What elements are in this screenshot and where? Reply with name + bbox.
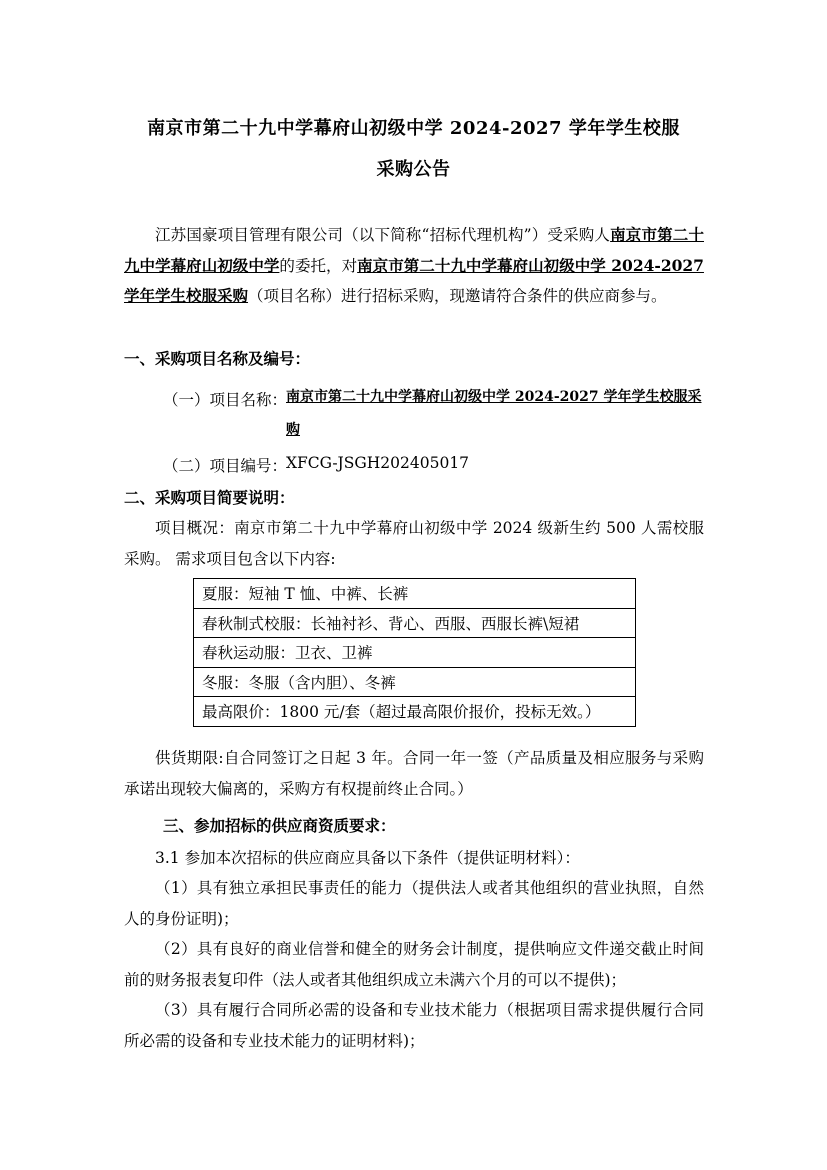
supply-period: 供货期限:自合同签订之日起 3 年。合同一年一签（产品质量及相应服务与采购承诺出现较大偏离的，采购方有权提前终止合同。）: [124, 749, 704, 798]
project-name-label: （一）项目名称：: [163, 391, 288, 409]
section1-heading: 一、采购项目名称及编号：: [124, 349, 311, 368]
section2-heading: 二、采购项目简要说明：: [124, 488, 295, 507]
table-row: [194, 608, 636, 638]
project-name-inline: 南京市第二十九中学幕府山初级中学 2024-2027 学年学生校服采购: [124, 255, 704, 305]
table-row: [194, 638, 636, 668]
table-cell: 春秋运动服：卫衣、卫裤: [194, 638, 636, 668]
intro-text-c: （项目名称）进行招标采购，现邀请符合条件的供应商参与。: [248, 287, 667, 305]
intro-text-a: 江苏国豪项目管理有限公司（以下简称“招标代理机构”）受采购人: [155, 226, 611, 244]
table-cell: 夏服：短袖 T 恤、中裤、长裤: [194, 579, 636, 609]
condition-2: （2）具有良好的商业信誉和健全的财务会计制度，提供响应文件递交截止时间前的财务报表复印件（法人或者其他组织成立未满六个月的可以不提供)；: [124, 940, 704, 989]
project-name-value: 南京市第二十九中学幕府山初级中学 2024-2027 学年学生校服采购: [286, 389, 702, 438]
table-cell: 冬服：冬服（含内胆）、冬裤: [194, 667, 636, 697]
project-code-label: （二）项目编号：: [163, 457, 288, 475]
table-row: [194, 697, 636, 727]
document-title-line2: 采购公告: [376, 159, 451, 180]
table-cell: 春秋制式校服：长袖衬衫、背心、西服、西服长裤\短裙: [194, 608, 636, 638]
qualification-3-1: 3.1 参加本次招标的供应商应具备以下条件（提供证明材料）：: [155, 849, 580, 867]
purchaser-name: 南京市第二十九中学幕府山初级中学: [124, 225, 704, 275]
document-title: 南京市第二十九中学幕府山初级中学 2024-2027 学年学生校服: [147, 118, 680, 139]
intro-paragraph: [124, 220, 704, 312]
project-code-value: XFCG-JSGH202405017: [286, 454, 470, 472]
condition-1: （1）具有独立承担民事责任的能力（提供法人或者其他组织的营业执照，自然人的身份证明)；: [124, 879, 704, 928]
intro-text-b: 的委托，对: [279, 256, 358, 275]
table-row: [194, 667, 636, 697]
section3-heading: 三、参加招标的供应商资质要求：: [163, 816, 396, 835]
condition-3: （3）具有履行合同所必需的设备和专业技术能力（根据项目需求提供履行合同所必需的设备和专业技术能力的证明材料)；: [124, 1001, 704, 1050]
requirements-table: [193, 578, 636, 727]
project-overview: 项目概况：南京市第二十九中学幕府山初级中学 2024 级新生约 500 人需校服采购。 需求项目包含以下内容:: [124, 519, 704, 568]
table-row: [194, 579, 636, 609]
table-cell: 最高限价：1800 元/套（超过最高限价报价，投标无效。）: [194, 697, 636, 727]
